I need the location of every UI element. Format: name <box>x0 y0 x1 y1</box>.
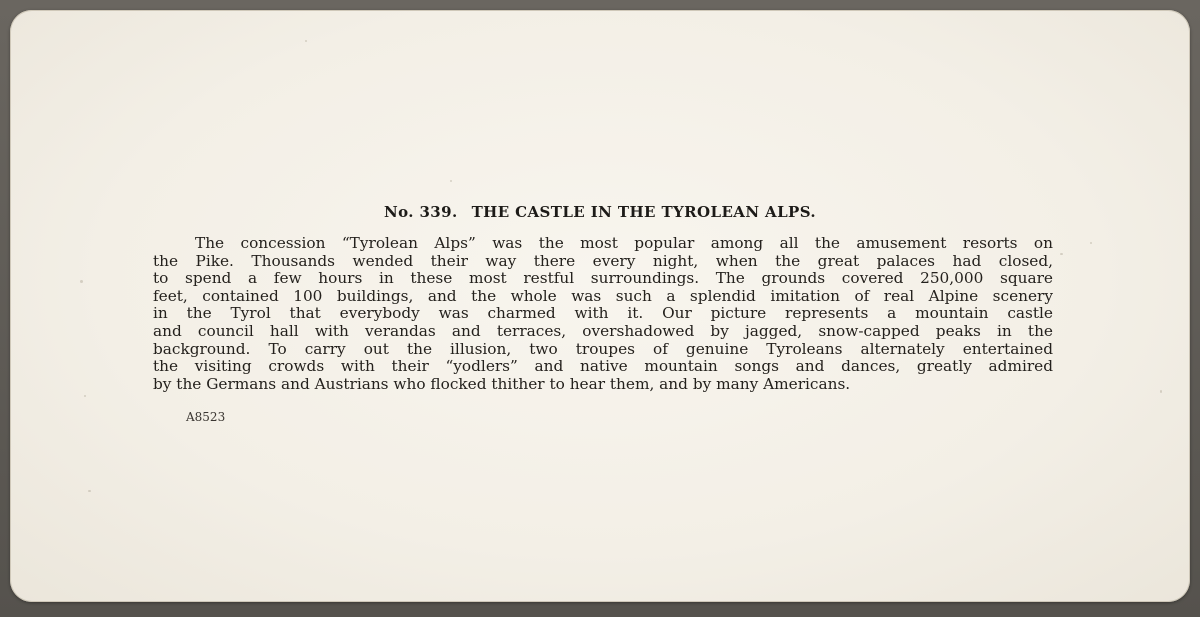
description-line: feet, contained 100 buildings, and the whole was such a splendid imitation of real Alpine scenery <box>153 286 1053 305</box>
catalog-number: A8523 <box>186 410 226 424</box>
description-line: the visiting crowds with their “yodlers” and native mountain songs and dances, greatly admired <box>153 357 1053 376</box>
paper-speck <box>84 395 86 397</box>
description-line: by the Germans and Austrians who flocked thither to hear them, and by many Americans. <box>153 374 851 393</box>
description-line: background. To carry out the illusion, two troupes of genuine Tyroleans alternately entertained <box>153 339 1053 358</box>
paper-speck <box>80 280 83 283</box>
paper-speck <box>88 490 91 492</box>
card-number: No. 339. <box>383 203 458 221</box>
description-line: and council hall with verandas and terraces, overshadowed by jagged, snow-capped peaks in the <box>153 321 1053 340</box>
description-text <box>153 235 1053 393</box>
description-line: to spend a few hours in these most restful surroundings. The grounds covered 250,000 square <box>153 269 1053 288</box>
paper-speck <box>450 180 452 182</box>
paper-speck <box>1160 390 1162 393</box>
paper-speck <box>1090 242 1092 244</box>
description-line: in the Tyrol that everybody was charmed with it. Our picture represents a mountain castle <box>153 304 1053 323</box>
card-title <box>0 203 1200 221</box>
card-title-text: THE CASTLE IN THE TYROLEAN ALPS. <box>471 203 817 221</box>
description-line: the Pike. Thousands wended their way there every night, when the great palaces had closed, <box>153 251 1053 270</box>
description-line: The concession “Tyrolean Alps” was the most popular among all the amusement resorts on <box>195 234 1053 252</box>
paper-speck <box>305 40 307 42</box>
paper-speck <box>1060 253 1063 255</box>
